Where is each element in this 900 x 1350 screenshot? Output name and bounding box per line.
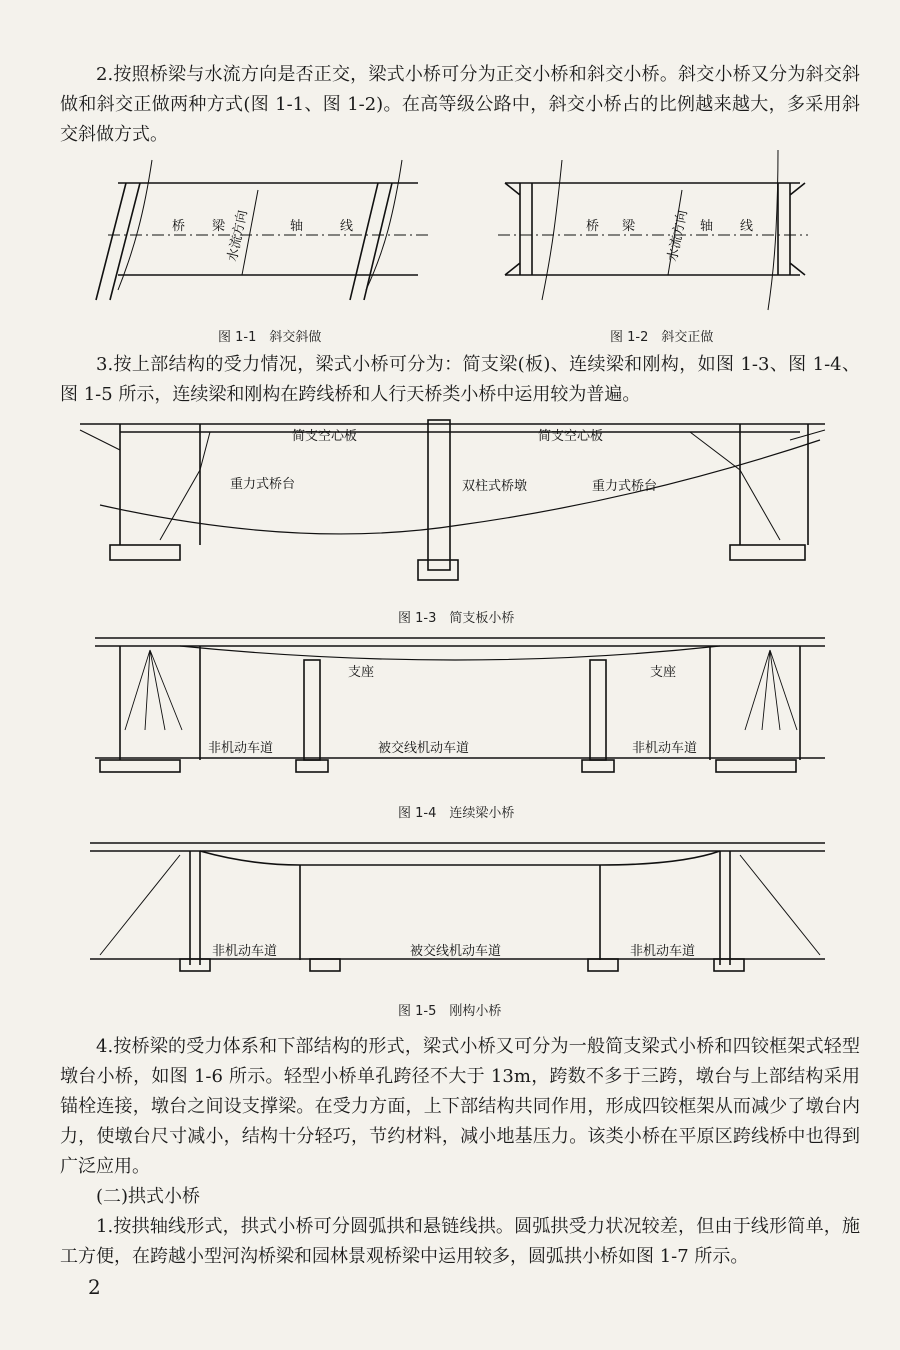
- fig1-2-label-4: 线: [740, 219, 754, 234]
- paragraph-structure-types: [60, 350, 860, 410]
- paragraph-text: 4.按桥梁的受力体系和下部结构的形式，梁式小桥又可分为一般简支梁式小桥和四铰框架式轻型墩台小桥，如图 1-6 所示。轻型小桥单孔跨径不大于 13m，跨数不多于三跨，墩台与上部结构采用锚栓连接，墩台之间设支撑梁。在受力方面，上下部结构共同作用，形成四铰框架从而减少了墩台内力，使墩台尺寸减小，结构十分轻巧，节约材料，减小地基压力。该类小桥在平原区跨线桥中也得到广泛应用。: [60, 1036, 860, 1177]
- paragraph-hinged-frame: [60, 1032, 860, 1182]
- fig1-5-lane-right: 非机动车道: [630, 944, 696, 959]
- fig1-1-label-3: 轴: [290, 219, 304, 234]
- fig1-2-flow-label: 水流方向: [665, 208, 691, 263]
- fig1-1-label-4: 线: [340, 219, 354, 234]
- fig1-4-lane-right: 非机动车道: [632, 741, 698, 756]
- fig1-5-caption: 图 1-5 刚构小桥: [398, 1004, 502, 1019]
- fig1-2-caption: 图 1-2 斜交正做: [610, 330, 714, 345]
- figure-1-1-1-2: [0, 0, 900, 345]
- fig1-3-slab-left: 简支空心板: [292, 429, 358, 444]
- fig1-2-label-2: 梁: [622, 219, 636, 234]
- fig1-4-bearing-left: 支座: [348, 665, 375, 680]
- fig1-1-flow-label: 水流方向: [225, 208, 251, 263]
- paragraph-text: 2.按照桥梁与水流方向是否正交，梁式小桥可分为正交小桥和斜交小桥。斜交小桥又分为斜交斜做和斜交正做两种方式(图 1-1、图 1-2)。在高等级公路中，斜交小桥占的比例越来越大，多采用斜交斜做方式。: [60, 64, 860, 145]
- paragraph-text: 3.按上部结构的受力情况，梁式小桥可分为：简支梁(板)、连续梁和刚构，如图 1-3、图 1-4、图 1-5 所示，连续梁和刚构在跨线桥和人行天桥类小桥中运用较为普遍。: [60, 354, 860, 405]
- fig1-4-caption: 图 1-4 连续梁小桥: [398, 806, 515, 821]
- fig1-1-label-2: 梁: [212, 219, 226, 234]
- paragraph-arch-types: [60, 1212, 860, 1272]
- fig1-4-lane-left: 非机动车道: [208, 741, 274, 756]
- page-number: 2: [88, 1275, 101, 1299]
- fig1-1-label-1: 桥: [172, 219, 186, 234]
- section-heading-arch: (二)拱式小桥: [96, 1186, 201, 1207]
- fig1-3-abut-left: 重力式桥台: [230, 477, 296, 492]
- fig1-3-slab-right: 简支空心板: [538, 429, 604, 444]
- paragraph-text: 1.按拱轴线形式，拱式小桥可分圆弧拱和悬链线拱。圆弧拱受力状况较差，但由于线形简单，施工方便，在跨越小型河沟桥梁和园林景观桥梁中运用较多，圆弧拱小桥如图 1-7 所示。: [60, 1216, 860, 1267]
- fig1-3-abut-right: 重力式桥台: [592, 479, 658, 494]
- fig1-5-lane-mid: 被交线机动车道: [410, 944, 502, 959]
- fig1-1-caption: 图 1-1 斜交斜做: [218, 330, 322, 345]
- fig1-4-lane-mid: 被交线机动车道: [378, 741, 470, 756]
- fig1-3-pier-label: 双柱式桥墩: [462, 479, 528, 494]
- figure-1-4: [0, 630, 900, 800]
- fig1-2-label-3: 轴: [700, 219, 714, 234]
- fig1-2-label-1: 桥: [586, 219, 600, 234]
- fig1-4-bearing-right: 支座: [650, 665, 677, 680]
- fig1-5-lane-left: 非机动车道: [212, 944, 278, 959]
- figure-1-5: [0, 835, 900, 985]
- fig1-3-caption: 图 1-3 简支板小桥: [398, 611, 515, 626]
